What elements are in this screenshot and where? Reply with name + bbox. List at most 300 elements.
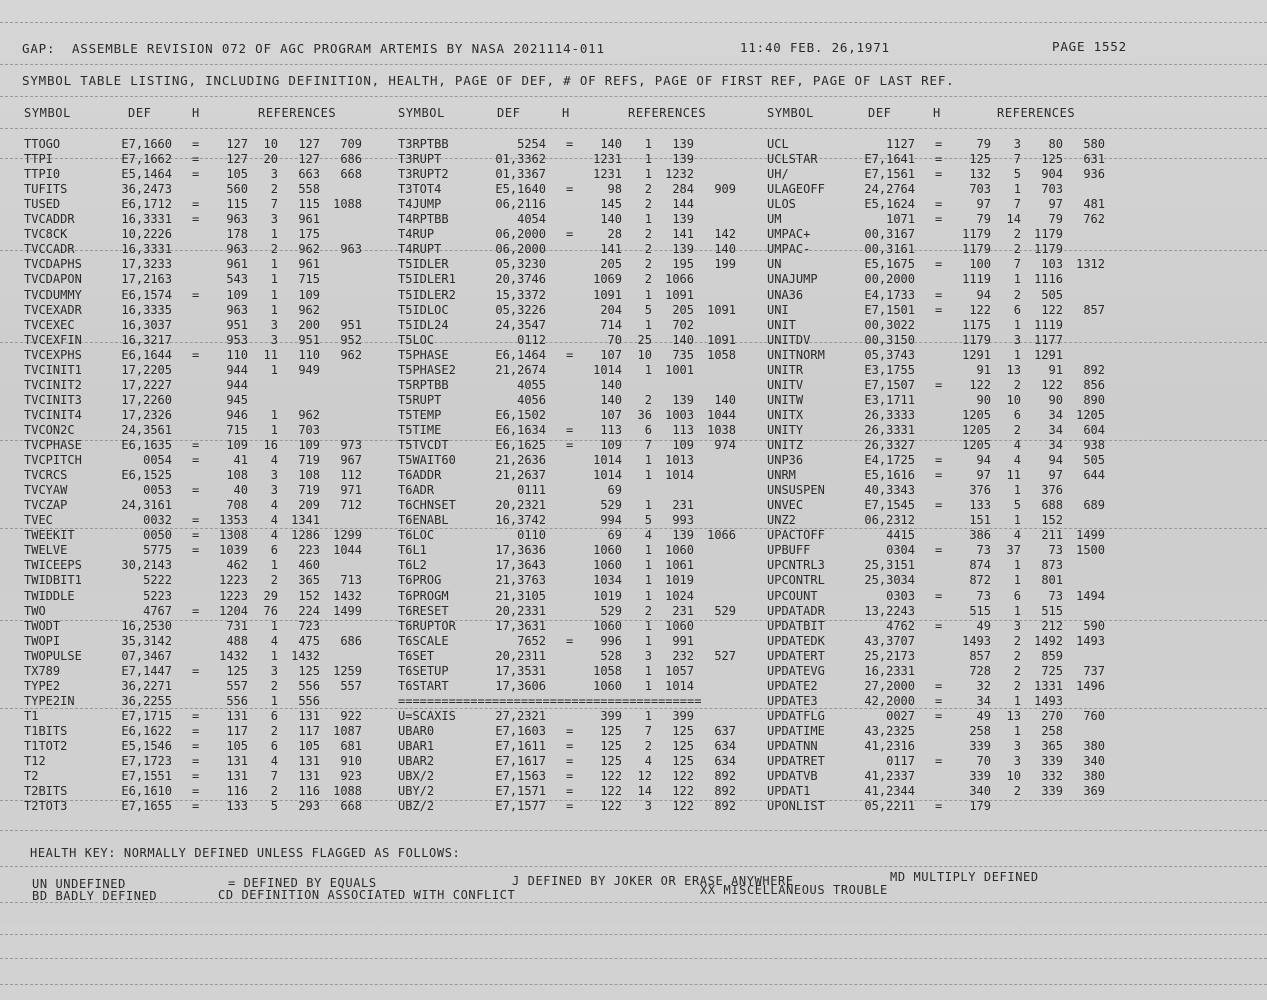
health-cell: = (935, 708, 943, 723)
table-row (24, 754, 384, 769)
table-row (398, 453, 758, 468)
symbol-cell: TWO (24, 603, 46, 618)
first-ref-cell: 103 (1041, 257, 1063, 272)
table-row (398, 799, 758, 814)
table-row (24, 664, 384, 679)
def-page-cell: 258 (969, 723, 991, 738)
health-key-cd: CD DEFINITION ASSOCIATED WITH CONFLICT (218, 888, 516, 902)
def-page-cell: 708 (226, 498, 248, 513)
table-row (24, 152, 384, 167)
def-page-cell: 963 (226, 302, 248, 317)
table-row (767, 303, 1127, 318)
def-cell: 06,2000 (495, 242, 546, 257)
def-cell: 24,3161 (121, 498, 172, 513)
last-ref-cell: 529 (714, 603, 736, 618)
ref-count-cell: 1 (644, 167, 652, 182)
col-symbol-3: SYMBOL (767, 106, 814, 120)
def-page-cell: 874 (969, 558, 991, 573)
symbol-cell: ========================================== (398, 693, 702, 708)
first-ref-cell: 1341 (291, 513, 320, 528)
ruled-line (0, 934, 1267, 935)
health-cell: = (566, 347, 574, 362)
def-cell: 20,3746 (495, 272, 546, 287)
symbol-cell: T6L2 (398, 558, 427, 573)
symbol-cell: UNAJUMP (767, 272, 818, 287)
table-row (767, 363, 1127, 378)
def-page-cell: 728 (969, 663, 991, 678)
ref-count-cell: 4 (644, 528, 652, 543)
table-row (24, 408, 384, 423)
first-ref-cell: 1177 (1034, 332, 1063, 347)
def-page-cell: 556 (226, 693, 248, 708)
def-cell: 17,2163 (121, 272, 172, 287)
ref-count-cell: 7 (1013, 197, 1021, 212)
def-cell: 27,2321 (495, 708, 546, 723)
def-cell: 16,3037 (121, 317, 172, 332)
def-cell: 17,2326 (121, 407, 172, 422)
table-row (398, 423, 758, 438)
def-page-cell: 70 (976, 754, 991, 769)
first-ref-cell: 139 (672, 242, 694, 257)
first-ref-cell: 131 (298, 754, 320, 769)
def-page-cell: 560 (226, 182, 248, 197)
ref-count-cell: 13 (1006, 708, 1021, 723)
first-ref-cell: 1013 (665, 453, 694, 468)
table-row (398, 604, 758, 619)
first-ref-cell: 109 (298, 287, 320, 302)
last-ref-cell: 1499 (1076, 528, 1105, 543)
ref-count-cell: 1 (644, 678, 652, 693)
def-page-cell: 386 (969, 528, 991, 543)
ref-count-cell: 3 (1013, 739, 1021, 753)
table-row (24, 212, 384, 227)
table-row (767, 453, 1127, 468)
def-cell: 06,2116 (495, 197, 546, 212)
ref-count-cell: 1 (1013, 693, 1021, 708)
symbol-cell: TTOGO (24, 137, 61, 151)
def-page-cell: 529 (600, 603, 622, 618)
first-ref-cell: 993 (672, 513, 694, 528)
ref-count-cell: 1 (270, 693, 278, 708)
table-row (398, 167, 758, 182)
col-h-1: H (192, 106, 200, 120)
last-ref-cell: 936 (1083, 167, 1105, 182)
ref-count-cell: 5 (270, 799, 278, 814)
symbol-cell: T6ADDR (398, 468, 442, 483)
def-page-cell: 108 (226, 468, 248, 483)
symbol-cell: T2BITS (24, 784, 68, 799)
last-ref-cell: 963 (340, 242, 362, 257)
def-page-cell: 1014 (593, 468, 622, 483)
last-ref-cell: 973 (340, 438, 362, 452)
table-row (398, 182, 758, 197)
symbol-cell: UPDATEDK (767, 633, 825, 648)
def-page-cell: 1060 (593, 618, 622, 633)
def-page-cell: 945 (226, 392, 248, 407)
def-page-cell: 125 (600, 754, 622, 769)
first-ref-cell: 558 (298, 182, 320, 197)
def-page-cell: 944 (226, 362, 248, 377)
health-cell: = (566, 182, 574, 197)
first-ref-cell: 224 (298, 603, 320, 618)
health-key-eq: = DEFINED BY EQUALS (228, 876, 377, 890)
table-row (767, 558, 1127, 573)
table-row (398, 378, 758, 393)
def-cell: 17,3636 (495, 543, 546, 558)
last-ref-cell: 1499 (333, 603, 362, 618)
health-cell: = (192, 438, 200, 452)
def-cell: 0303 (886, 588, 915, 603)
def-page-cell: 1204 (219, 603, 248, 618)
ruled-line (0, 866, 1267, 867)
first-ref-cell: 125 (672, 739, 694, 753)
ref-count-cell: 1 (1013, 182, 1021, 197)
table-row (398, 333, 758, 348)
ref-count-cell: 2 (1013, 678, 1021, 693)
table-row (398, 784, 758, 799)
last-ref-cell: 580 (1083, 137, 1105, 151)
symbol-cell: T3RUPT2 (398, 167, 449, 182)
last-ref-cell: 637 (714, 723, 736, 738)
def-cell: E7,1603 (495, 723, 546, 738)
first-ref-cell: 116 (298, 784, 320, 799)
def-cell: E7,1641 (864, 152, 915, 167)
def-cell: 16,3335 (121, 302, 172, 317)
table-row (24, 604, 384, 619)
symbol-cell: UPDATERT (767, 648, 825, 663)
health-cell: = (192, 287, 200, 302)
health-key-xx: XX MISCELLANEOUS TROUBLE (700, 883, 888, 897)
def-cell: E7,1563 (495, 769, 546, 784)
last-ref-cell: 505 (1083, 453, 1105, 468)
def-page-cell: 961 (226, 257, 248, 272)
def-cell: E5,1640 (495, 182, 546, 197)
def-cell: 16,3217 (121, 332, 172, 347)
def-page-cell: 1205 (962, 438, 991, 452)
listing-subtitle: SYMBOL TABLE LISTING, INCLUDING DEFINITION, HEALTH, PAGE OF DEF, # OF REFS, PAGE OF FIRST REF, PAGE OF LAST REF. (22, 73, 955, 88)
table-row (398, 468, 758, 483)
def-cell: 00,3167 (864, 227, 915, 242)
first-ref-cell: 961 (298, 257, 320, 272)
table-row (24, 573, 384, 588)
symbol-cell: UBAR2 (398, 754, 435, 769)
first-ref-cell: 115 (298, 197, 320, 212)
last-ref-cell: 1496 (1076, 678, 1105, 693)
ref-count-cell: 1 (644, 633, 652, 648)
ref-count-cell: 14 (637, 784, 652, 799)
last-ref-cell: 892 (714, 769, 736, 784)
table-row (398, 649, 758, 664)
def-cell: 4767 (143, 603, 172, 618)
health-cell: = (566, 137, 574, 151)
first-ref-cell: 223 (298, 543, 320, 558)
symbol-cell: UNZ2 (767, 513, 796, 528)
first-ref-cell: 991 (672, 633, 694, 648)
table-row (24, 799, 384, 814)
first-ref-cell: 962 (298, 302, 320, 317)
def-cell: E7,1617 (495, 754, 546, 769)
first-ref-cell: 131 (298, 769, 320, 784)
def-page-cell: 179 (969, 799, 991, 814)
page-number: PAGE 1552 (1052, 39, 1127, 54)
health-cell: = (566, 723, 574, 738)
first-ref-cell: 339 (1041, 784, 1063, 799)
last-ref-cell: 631 (1083, 152, 1105, 167)
first-ref-cell: 365 (298, 573, 320, 588)
health-cell: = (935, 212, 943, 227)
first-ref-cell: 108 (298, 468, 320, 483)
table-row (24, 272, 384, 287)
symbol-cell: ULOS (767, 197, 796, 212)
def-cell: 0112 (517, 332, 546, 347)
ref-count-cell: 6 (1013, 407, 1021, 422)
def-page-cell: 141 (600, 242, 622, 257)
health-cell: = (935, 167, 943, 182)
def-cell: E6,1712 (121, 197, 172, 212)
ref-count-cell: 6 (270, 543, 278, 558)
health-key-md: MD MULTIPLY DEFINED (890, 870, 1039, 884)
health-cell: = (192, 483, 200, 498)
col-refs-3: REFERENCES (997, 106, 1076, 120)
table-row (767, 242, 1127, 257)
symbol-cell: TWEEKIT (24, 528, 75, 543)
first-ref-cell: 122 (1041, 377, 1063, 392)
ref-count-cell: 10 (637, 347, 652, 362)
ref-count-cell: 1 (1013, 573, 1021, 588)
symbol-cell: UPDATFLG (767, 708, 825, 723)
def-page-cell: 40 (233, 483, 248, 498)
ref-count-cell: 1 (270, 558, 278, 573)
first-ref-cell: 1179 (1034, 242, 1063, 257)
def-page-cell: 1231 (593, 152, 622, 167)
symbol-cell: TVCEXFIN (24, 332, 82, 347)
ref-count-cell: 1 (270, 407, 278, 422)
ref-count-cell: 4 (270, 513, 278, 528)
def-cell: E6,1644 (121, 347, 172, 362)
def-cell: 4762 (886, 618, 915, 633)
first-ref-cell: 703 (298, 422, 320, 437)
ref-count-cell: 3 (1013, 618, 1021, 633)
symbol-cell: TVCEXEC (24, 317, 75, 332)
first-ref-cell: 231 (672, 498, 694, 513)
symbol-cell: T6LOC (398, 528, 435, 543)
table-row (398, 709, 758, 724)
first-ref-cell: 702 (672, 317, 694, 332)
def-cell: 0111 (517, 483, 546, 498)
symbol-cell: T4RPTBB (398, 212, 449, 227)
ref-count-cell: 2 (644, 257, 652, 272)
first-ref-cell: 113 (672, 422, 694, 437)
symbol-cell: UPDATNN (767, 739, 818, 753)
ref-count-cell: 76 (263, 603, 278, 618)
def-cell: 05,2211 (864, 799, 915, 814)
def-page-cell: 125 (226, 663, 248, 678)
last-ref-cell: 644 (1083, 468, 1105, 483)
symbol-cell: T3RPTBB (398, 137, 449, 151)
def-page-cell: 872 (969, 573, 991, 588)
def-page-cell: 340 (969, 784, 991, 799)
symbol-cell: UNITR (767, 362, 804, 377)
ruled-line (0, 64, 1267, 65)
ref-count-cell: 3 (1013, 754, 1021, 769)
def-cell: 07,3467 (121, 648, 172, 663)
last-ref-cell: 590 (1083, 618, 1105, 633)
def-cell: 1071 (886, 212, 915, 227)
last-ref-cell: 1058 (707, 347, 736, 362)
table-row (24, 649, 384, 664)
def-page-cell: 1179 (962, 242, 991, 257)
table-row (24, 769, 384, 784)
ref-count-cell: 3 (270, 483, 278, 498)
last-ref-cell: 1088 (333, 197, 362, 212)
ref-count-cell: 1 (644, 618, 652, 633)
table-row (24, 543, 384, 558)
table-row (767, 604, 1127, 619)
first-ref-cell: 140 (672, 332, 694, 347)
symbol-cell: UNITNORM (767, 347, 825, 362)
symbol-cell: TUFITS (24, 182, 68, 197)
def-cell: E7,1723 (121, 754, 172, 769)
def-cell: 16,3742 (495, 513, 546, 528)
ref-count-cell: 1 (1013, 483, 1021, 498)
symbol-cell: UNVEC (767, 498, 804, 513)
ref-count-cell: 2 (1013, 663, 1021, 678)
symbol-cell: TWICEEPS (24, 558, 82, 573)
def-cell: E6,1634 (495, 422, 546, 437)
def-cell: E4,1733 (864, 287, 915, 302)
first-ref-cell: 962 (298, 242, 320, 257)
def-cell: 17,3643 (495, 558, 546, 573)
ref-count-cell: 1 (644, 362, 652, 377)
def-cell: 27,2000 (864, 678, 915, 693)
last-ref-cell: 962 (340, 347, 362, 362)
table-row (24, 288, 384, 303)
def-page-cell: 105 (226, 167, 248, 182)
def-page-cell: 205 (600, 257, 622, 272)
table-row (24, 182, 384, 197)
def-cell: 21,2636 (495, 453, 546, 468)
table-row (398, 664, 758, 679)
def-cell: 43,3707 (864, 633, 915, 648)
def-page-cell: 122 (969, 302, 991, 317)
def-cell: 5254 (517, 137, 546, 151)
health-cell: = (935, 693, 943, 708)
def-page-cell: 951 (226, 317, 248, 332)
col-h-2: H (562, 106, 570, 120)
symbol-cell: TVCEXADR (24, 302, 82, 317)
ref-count-cell: 1 (270, 287, 278, 302)
def-page-cell: 1091 (593, 287, 622, 302)
first-ref-cell: 152 (298, 588, 320, 603)
def-page-cell: 34 (976, 693, 991, 708)
table-row (24, 227, 384, 242)
table-row (24, 393, 384, 408)
table-row (398, 303, 758, 318)
def-cell: 05,3226 (495, 302, 546, 317)
ref-count-cell: 1 (644, 558, 652, 573)
def-page-cell: 1432 (219, 648, 248, 663)
symbol-cell: T5RUPT (398, 392, 442, 407)
last-ref-cell: 890 (1083, 392, 1105, 407)
table-row (24, 513, 384, 528)
first-ref-cell: 719 (298, 453, 320, 468)
def-cell: E7,1545 (864, 498, 915, 513)
def-cell: 00,3150 (864, 332, 915, 347)
ref-count-cell: 2 (1013, 377, 1021, 392)
def-page-cell: 543 (226, 272, 248, 287)
def-page-cell: 1175 (962, 317, 991, 332)
symbol-cell: T1TOT2 (24, 739, 68, 753)
last-ref-cell: 668 (340, 799, 362, 814)
def-page-cell: 996 (600, 633, 622, 648)
col-symbol-1: SYMBOL (24, 106, 71, 120)
ref-count-cell: 3 (270, 332, 278, 347)
symbol-cell: TVCINIT4 (24, 407, 82, 422)
def-cell: 0117 (886, 754, 915, 769)
table-row (24, 589, 384, 604)
symbol-cell: T3RUPT (398, 152, 442, 167)
def-cell: 16,2530 (121, 618, 172, 633)
col-refs-2: REFERENCES (628, 106, 707, 120)
last-ref-cell: 1087 (333, 723, 362, 738)
symbol-cell: UPDATVB (767, 769, 818, 784)
ref-count-cell: 2 (1013, 227, 1021, 242)
def-cell: 0027 (886, 708, 915, 723)
first-ref-cell: 1432 (291, 648, 320, 663)
ref-count-cell: 4 (1013, 453, 1021, 468)
health-cell: = (192, 453, 200, 468)
def-cell: 21,3105 (495, 588, 546, 603)
symbol-cell: TWODT (24, 618, 61, 633)
def-page-cell: 97 (976, 468, 991, 483)
def-cell: 4056 (517, 392, 546, 407)
def-cell: 15,3372 (495, 287, 546, 302)
first-ref-cell: 270 (1041, 708, 1063, 723)
ref-count-cell: 1 (270, 362, 278, 377)
table-row (24, 784, 384, 799)
ref-count-cell: 1 (1013, 347, 1021, 362)
def-page-cell: 131 (226, 708, 248, 723)
first-ref-cell: 139 (672, 212, 694, 227)
table-row (24, 724, 384, 739)
health-cell: = (935, 257, 943, 272)
symbol-cell: TWOPULSE (24, 648, 82, 663)
def-cell: E7,1501 (864, 302, 915, 317)
first-ref-cell: 332 (1041, 769, 1063, 784)
table-row (398, 408, 758, 423)
health-cell: = (935, 287, 943, 302)
def-page-cell: 528 (600, 648, 622, 663)
first-ref-cell: 139 (672, 392, 694, 407)
ruled-line (0, 958, 1267, 959)
def-page-cell: 1179 (962, 227, 991, 242)
table-row (767, 634, 1127, 649)
first-ref-cell: 715 (298, 272, 320, 287)
ref-count-cell: 3 (644, 648, 652, 663)
ref-count-cell: 7 (644, 438, 652, 452)
ref-count-cell: 13 (1006, 362, 1021, 377)
health-cell: = (935, 468, 943, 483)
def-page-cell: 90 (976, 392, 991, 407)
symbol-cell: UPBUFF (767, 543, 811, 558)
def-page-cell: 946 (226, 407, 248, 422)
ref-count-cell: 1 (270, 227, 278, 242)
def-page-cell: 122 (600, 799, 622, 814)
def-page-cell: 109 (226, 287, 248, 302)
table-row (398, 543, 758, 558)
symbol-cell: UPDATBIT (767, 618, 825, 633)
symbol-cell: UBY/2 (398, 784, 435, 799)
